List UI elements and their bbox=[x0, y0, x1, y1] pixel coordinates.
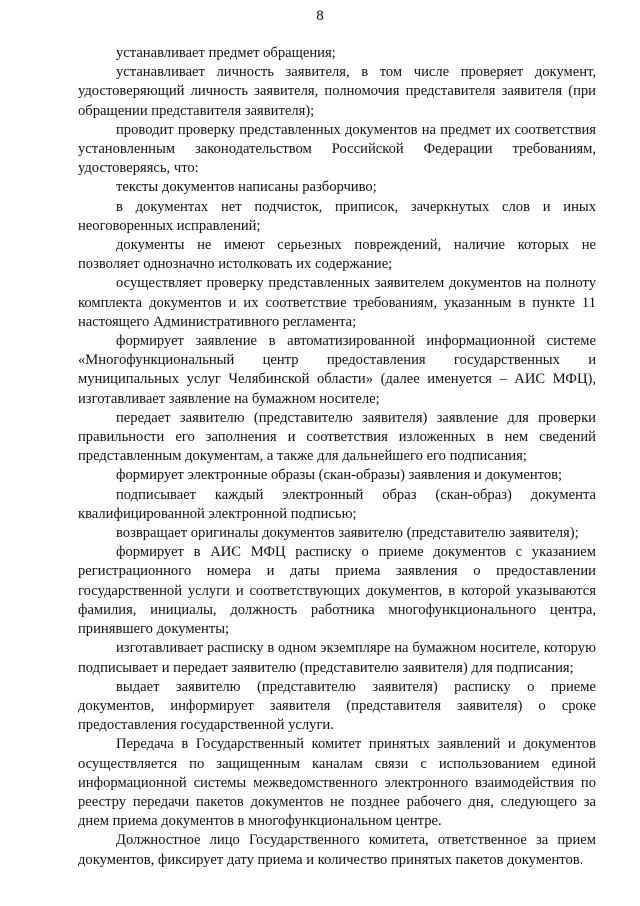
paragraph: подписывает каждый электронный образ (скан-образ) документа квалифицированной электронной подписью; bbox=[78, 486, 596, 522]
paragraph: Передача в Государственный комитет принятых заявлений и документов осуществляется по защищенным каналам связи с использованием единой информационной системы межведомственного электронного взаимодействия по реестру передачи пакетов документов не позднее рабочего дня, следующего за днем приема документов в многофункциональном центре. bbox=[78, 736, 596, 830]
paragraph: изготавливает расписку в одном экземпляре на бумажном носителе, которую подписывает и передает заявителю (представителю заявителя) для подписания; bbox=[78, 640, 596, 676]
paragraph: проводит проверку представленных документов на предмет их соответствия установленным законодательством Российской Федерации требованиям, удостоверяясь, что: bbox=[78, 121, 596, 177]
paragraph: устанавливает личность заявителя, в том числе проверяет документ, удостоверяющий личность заявителя, полномочия представителя заявителя (при обращении представителя заявителя); bbox=[78, 64, 596, 119]
document-body bbox=[78, 44, 596, 870]
paragraph: передает заявителю (представителю заявителя) заявление для проверки правильности его заполнения и соответствия изложенных в нем сведений представленным документам, а также для дальнейшего его подписания; bbox=[78, 409, 596, 465]
paragraph: тексты документов написаны разборчиво; bbox=[116, 179, 377, 196]
page-number: 8 bbox=[316, 8, 324, 24]
paragraph: выдает заявителю (представителю заявителя) расписку о приеме документов, информирует заявителя (представителя заявителя) о сроке предоставления государственной услуги. bbox=[78, 678, 596, 734]
paragraph: в документах нет подчисток, приписок, зачеркнутых слов и иных неоговоренных исправлений; bbox=[78, 198, 596, 234]
paragraph: Должностное лицо Государственного комитета, ответственное за прием документов, фиксирует дату приема и количество принятых пакетов документов. bbox=[78, 832, 596, 868]
paragraph: формирует в АИС МФЦ расписку о приеме документов с указанием регистрационного номера и даты приема заявления о предоставлении государственной услуги и соответствующих документов, в которой указываются фамилия, инициалы, должность работника многофункционального центра, принявшего документы; bbox=[78, 544, 596, 638]
paragraph: формирует электронные образы (скан-образы) заявления и документов; bbox=[116, 467, 563, 484]
paragraph: осуществляет проверку представленных заявителем документов на полноту комплекта документов и их соответствие требованиям, указанным в пункте 11 настоящего Административного регламента; bbox=[78, 275, 596, 330]
paragraph: документы не имеют серьезных повреждений, наличие которых не позволяет однозначно истолковать их содержание; bbox=[78, 237, 596, 273]
paragraph: устанавливает предмет обращения; bbox=[116, 45, 336, 61]
paragraph: возвращает оригиналы документов заявителю (представителю заявителя); bbox=[116, 525, 579, 542]
paragraph: формирует заявление в автоматизированной информационной системе «Многофункциональный центр предоставления государственных и муниципальных услуг Челябинской области» (далее именуется – АИС МФЦ), изготавливает заявление на бумажном носителе; bbox=[78, 333, 596, 407]
